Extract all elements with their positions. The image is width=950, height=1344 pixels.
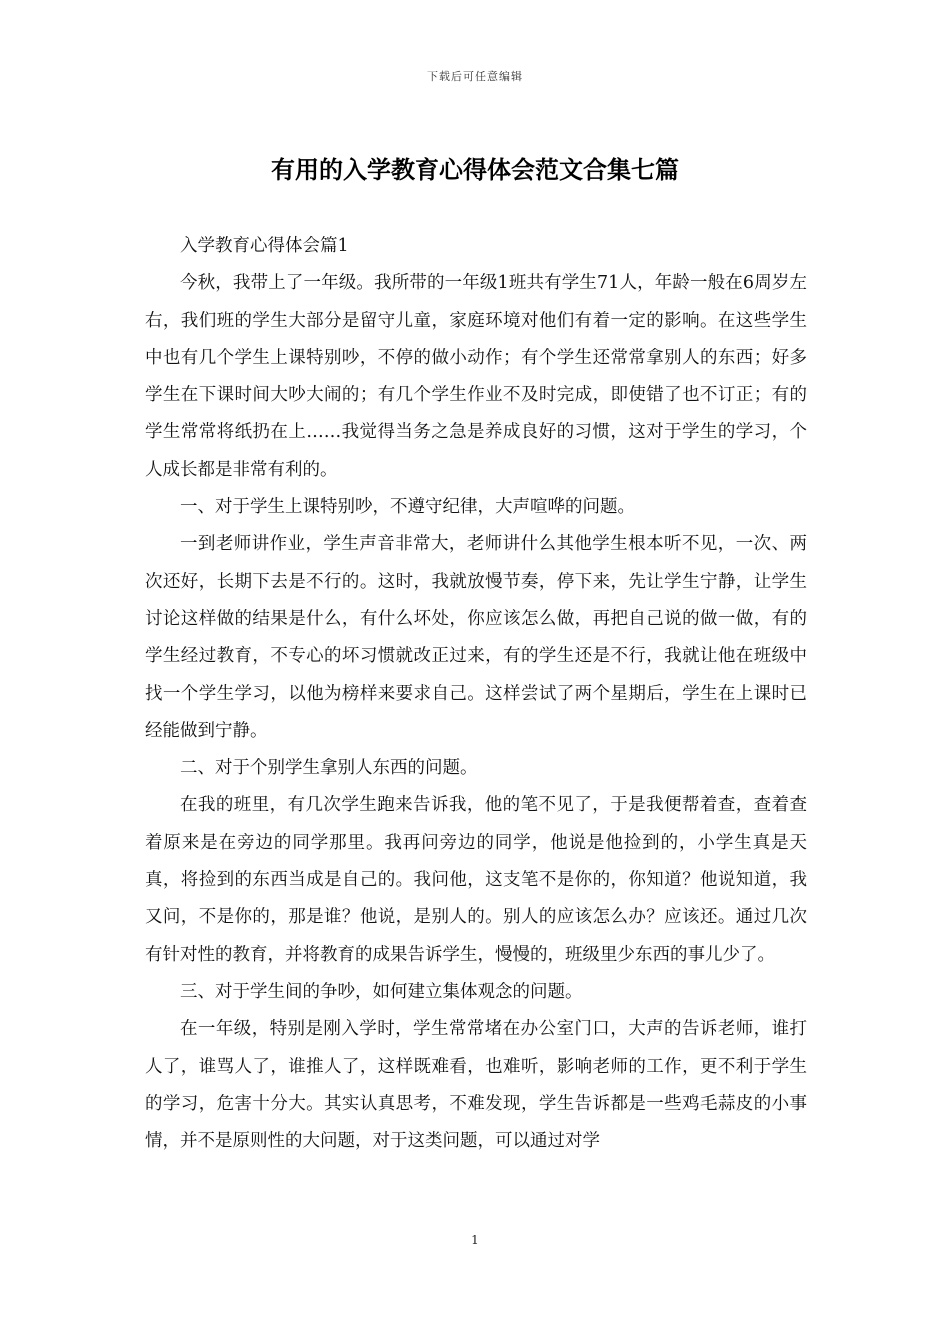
section-heading-1: 入学教育心得体会篇1 [180, 236, 349, 256]
document-title: 有用的入学教育心得体会范文合集七篇 [271, 155, 679, 184]
paragraph-two: 在我的班里，有几次学生跑来告诉我，他的笔不见了，于是我便帮着查，查着查着原来是在旁边的同学那里。我再问旁边的同学，他说是他捡到的，小学生真是天真，将捡到的东西当成是自己的。我问他，这支笔不是你的，你知道？他说知道，我又问，不是你的，那是谁？他说，是别人的。别人的应该怎么办？应该还。通过几次有针对性的教育，并将教育的成果告诉学生，慢慢的，班级里少东西的事儿少了。 [145, 795, 807, 965]
paragraph-one: 一到老师讲作业，学生声音非常大，老师讲什么其他学生根本听不见，一次、两次还好，长期下去是不行的。这时，我就放慢节奏，停下来，先让学生宁静，让学生讨论这样做的结果是什么，有什么坏处，你应该怎么做，再把自己说的做一做，有的学生经过教育，不专心的坏习惯就改正过来，有的学生还是不行，我就让他在班级中找一个学生学习，以他为榜样来要求自己。这样尝试了两个星期后，学生在上课时已经能做到宁静。 [145, 534, 807, 741]
header-note: 下载后可任意编辑 [427, 70, 523, 83]
subheading-three: 三、对于学生间的争吵，如何建立集体观念的问题。 [180, 981, 583, 1002]
paragraph-three: 在一年级，特别是刚入学时，学生常常堵在办公室门口，大声的告诉老师，谁打人了，谁骂人了，谁推人了，这样既难看，也难听，影响老师的工作，更不利于学生的学习，危害十分大。其实认真思考，不难发现，学生告诉都是一些鸡毛蒜皮的小事情，并不是原则性的大问题，对于这类问题，可以通过对学 [145, 1019, 807, 1152]
document-body [145, 228, 807, 1160]
paragraph-intro: 今秋，我带上了一年级。我所带的一年级1班共有学生71人，年龄一般在6周岁左右，我们班的学生大部分是留守儿童，家庭环境对他们有着一定的影响。在这些学生中也有几个学生上课特别吵，不停的做小动作；有个学生还常常拿别人的东西；好多学生在下课时间大吵大闹的；有几个学生作业不及时完成，即使错了也不订正；有的学生常常将纸扔在上……我觉得当务之急是养成良好的习惯，这对于学生的学习，个人成长都是非常有利的。 [145, 273, 807, 480]
subheading-one: 一、对于学生上课特别吵，不遵守纪律，大声喧哗的问题。 [180, 497, 635, 518]
page-number: 1 [471, 1233, 479, 1247]
subheading-two: 二、对于个别学生拿别人东西的问题。 [180, 758, 478, 779]
